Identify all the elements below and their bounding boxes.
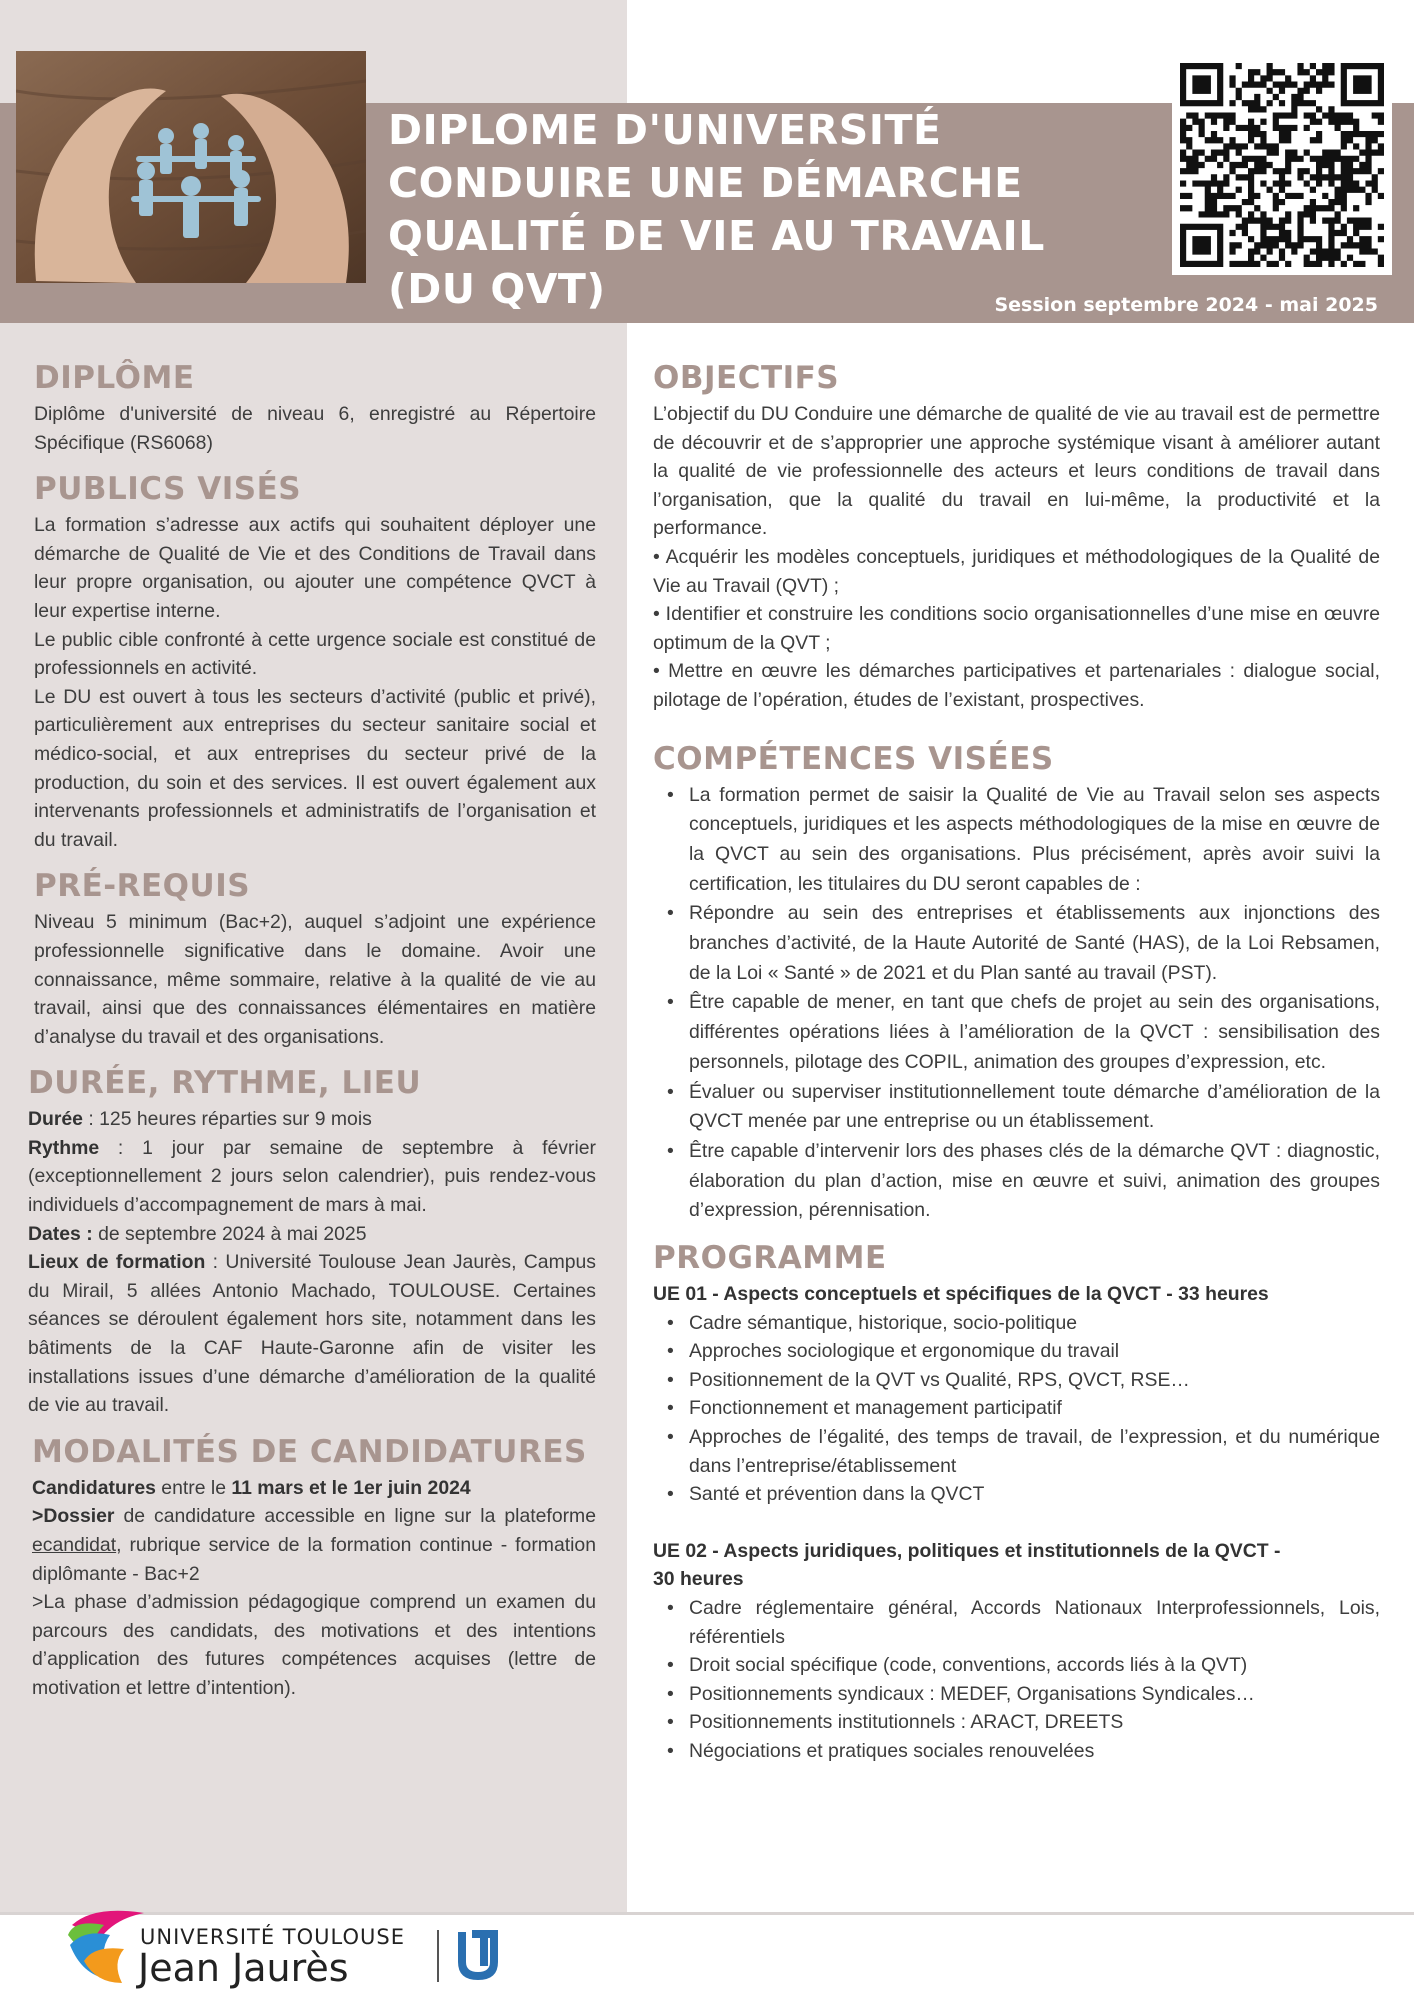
publics-paragraph: Le public cible confronté à cette urgence sociale est constitué de professionnels en activité. — [34, 628, 596, 680]
list-item: • La formation permet de saisir la Qualité de Vie au Travail selon ses aspects conceptuels, juridiques et les aspects méthodologiques de la mise en œuvre de la QVCT au sein des organisations. Plus précisément, après avoir suivi la certification, les titulaires du DU seront capables de : — [653, 781, 1380, 900]
objectif-item: • Mettre en œuvre les démarches participatives et partenariales : dialogue social, pilotage de l’opération, études de l’existant, prospectives. — [653, 660, 1380, 711]
ue2-title: UE 02 - Aspects juridiques, politiques et institutionnels de la QVCT - — [653, 1539, 1281, 1562]
duree-item: Lieux de formation : Université Toulouse Jean Jaurès, Campus du Mirail, 5 allées Antonio Machado, TOULOUSE. Certaines séances se déroulent également hors site, notamment dans les bâtiments de la CAF Haute-Garonne afin de visiter les installations issues d’une démarche d’amélioration de la qualité de vie au travail. — [28, 1251, 596, 1417]
publics-paragraph: La formation s’adresse aux actifs qui souhaitent déployer une démarche de Qualité de Vie et des Conditions de Travail dans leur propre organisation, ou ajouter une compétence QVCT à leur expertise interne. — [34, 514, 596, 622]
section-heading: DIPLÔME — [34, 360, 195, 396]
duree-item: Dates : de septembre 2024 à mai 2025 — [28, 1222, 367, 1245]
ecandidat-link[interactable]: ecandidat — [32, 1534, 117, 1556]
duree-item: Rythme : 1 jour par semaine de septembre à février (exceptionnellement 2 jours selon calendrier), puis rendez-vous individuels d’accompagnement de mars à mai. — [28, 1136, 596, 1217]
section-heading: PUBLICS VISÉS — [34, 471, 302, 508]
section-heading: OBJECTIFS — [653, 360, 840, 396]
publics-paragraph: Le DU est ouvert à tous les secteurs d’activité (public et privé), particulièrement aux entreprises du secteur sanitaire social et médico-social, et aux entreprises du secteur privé de la production, du soin et des services. Il est ouvert également aux intervenants professionnels et administratifs de l’organisation et du travail. — [34, 685, 596, 851]
list-item: • Droit social spécifique (code, conventions, accords liés à la QVT) — [653, 1651, 1380, 1680]
section-publics — [34, 467, 596, 854]
section-modalites — [32, 1430, 596, 1703]
list-item: • Approches sociologique et ergonomique du travail — [653, 1337, 1380, 1366]
qr-code[interactable] — [1172, 55, 1392, 275]
logo-text-top: UNIVERSITÉ TOULOUSE — [140, 1925, 405, 1949]
list-item: • Évaluer ou superviser institutionnellement toute démarche d’amélioration de la QVCT menée par une entreprise ou un établissement. — [653, 1078, 1380, 1137]
list-item: • Être capable de mener, en tant que chefs de projet au sein des organisations, différentes opérations liées à l’amélioration de la QVCT : sensibilisation des personnels, pilotage des COPIL, animation des groupes d’expression, etc. — [653, 988, 1380, 1077]
section-diplome — [34, 356, 596, 457]
section-programme — [653, 1236, 1380, 1766]
section-heading: DURÉE, RYTHME, LIEU — [28, 1065, 422, 1102]
competences-list — [653, 781, 1380, 1227]
phase-text: >La phase d’admission pédagogique comprend un examen du parcours des candidats, des motivations et des intentions d’application des futures compétences acquises (lettre de motivation et lettre d’intention). — [32, 1591, 596, 1699]
objectifs-text: L’objectif du DU Conduire une démarche de qualité de vie au travail est de permettre de découvrir et de s’approprier une approche systémique visant à améliorer autant la qualité de vie professionnelle des acteurs et leurs conditions de travail dans l’organisation, que la qualité du travail en lui-même, la productivité et la performance. — [653, 403, 1380, 540]
list-item: • Cadre sémantique, historique, socio-politique — [653, 1309, 1380, 1338]
list-item: • Fonctionnement et management participatif — [653, 1394, 1380, 1423]
section-heading: PRÉ-REQUIS — [34, 868, 251, 905]
title-line: QUALITÉ DE VIE AU TRAVAIL — [388, 212, 1045, 260]
right-column — [653, 356, 1380, 1766]
header-photo — [16, 51, 366, 283]
ue2-list — [653, 1594, 1380, 1766]
list-item: • Approches de l’égalité, des temps de travail, de l’expression, et du numérique dans l’entreprise/établissement — [653, 1423, 1380, 1480]
list-item: • Être capable d’intervenir lors des phases clés de la démarche QVT : diagnostic, élaboration du plan d’action, mise en œuvre et suivi, animation des groupes d’expression, pérennisation. — [653, 1137, 1380, 1226]
list-item: • Santé et prévention dans la QVCT — [653, 1480, 1380, 1509]
candidatures-dates: Candidatures entre le 11 mars et le 1er juin 2024 — [32, 1476, 471, 1499]
session-dates: Session septembre 2024 - mai 2025 — [994, 294, 1378, 316]
logo-text-bottom: Jean Jaurès — [138, 1946, 349, 1990]
objectif-item: • Acquérir les modèles conceptuels, juridiques et méthodologiques de la Qualité de Vie au Travail (QVT) ; — [653, 545, 1380, 597]
dossier-text: >Dossier de candidature accessible en ligne sur la plateforme ecandidat, rubrique service de la formation continue - formation diplômante - Bac+2 — [32, 1505, 596, 1585]
page-title — [388, 104, 1108, 316]
section-competences — [653, 737, 1380, 1227]
section-heading: MODALITÉS DE CANDIDATURES — [32, 1433, 587, 1470]
section-objectifs — [653, 356, 1380, 715]
list-item: • Positionnements institutionnels : ARACT, DREETS — [653, 1708, 1380, 1737]
logo-divider — [437, 1930, 439, 1982]
ue2-title-hours: 30 heures — [653, 1568, 744, 1591]
list-item: • Positionnements syndicaux : MEDEF, Organisations Syndicales… — [653, 1680, 1380, 1709]
section-prerequis — [34, 864, 596, 1051]
list-item: • Cadre réglementaire général, Accords Nationaux Interprofessionnels, Lois, référentiels — [653, 1594, 1380, 1651]
section-duree — [28, 1061, 596, 1420]
ut-monogram-icon — [452, 1928, 504, 1984]
list-item: • Négociations et pratiques sociales renouvelées — [653, 1737, 1380, 1766]
title-line: CONDUIRE UNE DÉMARCHE — [388, 159, 1023, 207]
diplome-text: Diplôme d'université de niveau 6, enregistré au Répertoire Spécifique (RS6068) — [34, 403, 596, 454]
left-column — [28, 356, 596, 1713]
title-line: DIPLOME D'UNIVERSITÉ — [388, 106, 942, 154]
list-item: • Répondre au sein des entreprises et établissements aux injonctions des branches d’activité, de la Haute Autorité de Santé (HAS), de la Loi Rebsamen, de la Loi « Santé » de 2021 et du Plan santé au travail (PST). — [653, 899, 1380, 988]
objectif-item: • Identifier et construire les conditions socio organisationnelles d’une mise en œuvre optimum de la QVT ; — [653, 603, 1380, 654]
ue1-list — [653, 1309, 1380, 1509]
prerequis-text: Niveau 5 minimum (Bac+2), auquel s’adjoint une expérience professionnelle significative dans le domaine. Avoir une connaissance, même sommaire, relative à la qualité de vie au travail, ainsi que des connaissances élémentaires en matière d’analyse du travail et des organisations. — [34, 911, 596, 1048]
list-item: • Positionnement de la QVT vs Qualité, RPS, QVCT, RSE… — [653, 1366, 1380, 1395]
section-heading: COMPÉTENCES VISÉES — [653, 740, 1054, 777]
title-line: (DU QVT) — [388, 265, 606, 313]
duree-item: Durée : 125 heures réparties sur 9 mois — [28, 1108, 372, 1131]
section-heading: PROGRAMME — [653, 1240, 887, 1277]
ue1-title: UE 01 - Aspects conceptuels et spécifiques de la QVCT - 33 heures — [653, 1283, 1269, 1306]
